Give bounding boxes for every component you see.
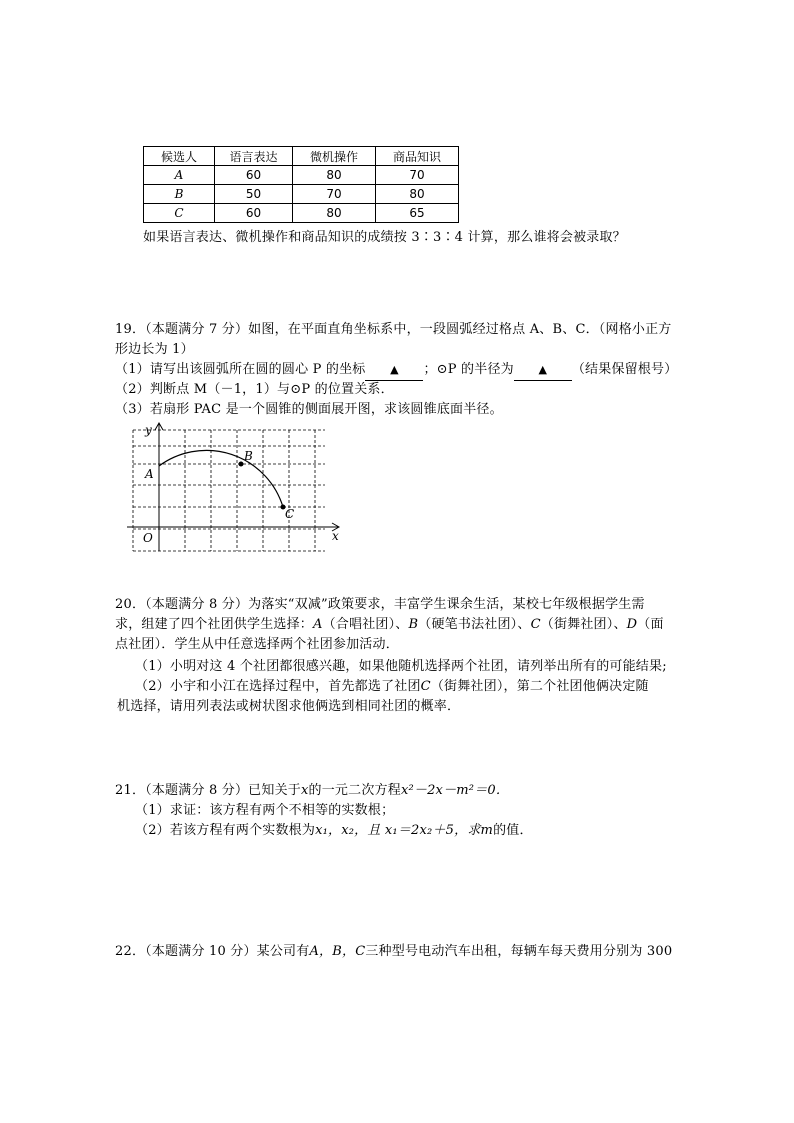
q20-sub1: （1）小明对这 4 个社团都很感兴趣，如果他随机选择两个社团，请列举出所有的可能结果; [135,659,667,674]
q20-line1: 20．（本题满分 8 分）为落实“双减”政策要求，丰富学生课余生活，某校七年级根据学生需 [115,597,645,612]
label-a: A [145,467,154,481]
variable-x: x [300,783,309,798]
option-b: B [408,617,419,632]
table-cell: B [144,185,215,204]
equation: x²－2x－m²＝0． [400,783,510,798]
answer-blank-radius[interactable] [514,360,572,381]
q19-sub2: （2）判断点 M（－1，1）与⊙P 的位置关系． [115,382,394,397]
q20-sub2 [135,677,649,697]
table-cell: 80 [376,185,459,204]
table-cell: A [144,166,215,185]
table-cell: 70 [376,166,459,185]
q21-sub2 [135,821,533,841]
table-cell: 60 [215,204,293,223]
table-cell: C [144,204,215,223]
table-cell: 65 [376,204,459,223]
point-b [239,462,244,467]
score-table [143,146,459,223]
label-y: y [145,423,152,437]
q21-line1 [115,781,509,801]
table-row [144,166,459,185]
q20-text: 求，组建了四个社团供学生选择： [115,617,314,632]
q20-line2 [115,615,664,635]
q19-line1: 19．（本题满分 7 分）如图，在平面直角坐标系中，一段圆弧经过格点 A、B、C．（网格小正方 [115,322,672,337]
coordinate-grid-figure [120,420,350,555]
table-cell: 80 [293,204,376,223]
q21-text: 的一元二次方程 [308,783,401,798]
q19-sub1-text-b: ；⊙P 的半径为 [423,362,514,377]
q21-text: 21．（本题满分 8 分）已知关于 [115,783,301,798]
option-c: C [420,679,431,694]
q22-text: 22．（本题满分 10 分）某公司有 [115,944,310,959]
table-cell: 80 [293,166,376,185]
q20-text: （面 [637,617,664,632]
circle-arc [159,450,283,507]
q19-sub1-text-a: （1）请写出该圆弧所在圆的圆心 P 的坐标 [115,362,366,377]
table-header: 语言表达 [215,147,293,166]
table-cell: 60 [215,166,293,185]
dashed-grid [133,430,325,551]
label-x: x [332,529,339,543]
option-c: C [530,617,541,632]
q22-text: 三种型号电动汽车出租，每辆车每天费用分别为 300 [365,944,673,959]
q21-sub1: （1）求证：该方程有两个不相等的实数根； [135,803,395,818]
table-header: 微机操作 [293,147,376,166]
table-row [144,204,459,223]
q19-sub3: （3）若扇形 PAC 是一个圆锥的侧面展开图，求该圆锥底面半径。 [115,402,503,417]
q22-line1 [115,942,672,962]
q20-text: （街舞社团），第二个社团他俩决定随 [430,679,649,694]
q20-text: （街舞社团）、 [540,617,627,632]
table-cell: 70 [293,185,376,204]
label-b: B [244,449,253,463]
q20-text: （合唱社团）、 [322,617,409,632]
table-header: 候选人 [144,147,215,166]
q21-text: （2）若该方程有两个实数根为 [135,823,316,838]
q21-text: 的值． [493,823,533,838]
roots-condition: x₁，x₂，且 x₁＝2x₂＋5，求 [315,823,481,838]
table-header-row [144,147,459,166]
variable-m: m [480,823,494,838]
triangle-icon: ▲ [538,363,548,376]
option-d: D [626,617,638,632]
q19-line2: 形边长为 1） [115,342,194,357]
q19-sub1 [115,360,677,381]
triangle-icon: ▲ [390,363,399,376]
answer-blank-center[interactable] [365,360,423,381]
table-header: 商品知识 [376,147,459,166]
q20-text: （2）小宇和小江在选择过程中，首先都选了社团 [135,679,421,694]
q20-text: （硬笔书法社团）、 [418,617,531,632]
q20-sub2-line2: 机选择，请用列表法或树状图求他俩选到相同社团的概率． [117,699,461,714]
q18-question: 如果语言表达、微机操作和商品知识的成绩按 3∶3∶4 计算，那么谁将会被录取？ [143,230,626,245]
table-cell: 50 [215,185,293,204]
table-row [144,185,459,204]
q20-line3: 点社团）．学生从中任意选择两个社团参加活动． [115,637,399,652]
car-types: A，B，C [309,944,366,959]
label-origin: O [143,531,153,545]
q19-sub1-text-c: （结果保留根号） [571,362,678,377]
option-a: A [313,617,323,632]
label-c: C [285,507,295,521]
